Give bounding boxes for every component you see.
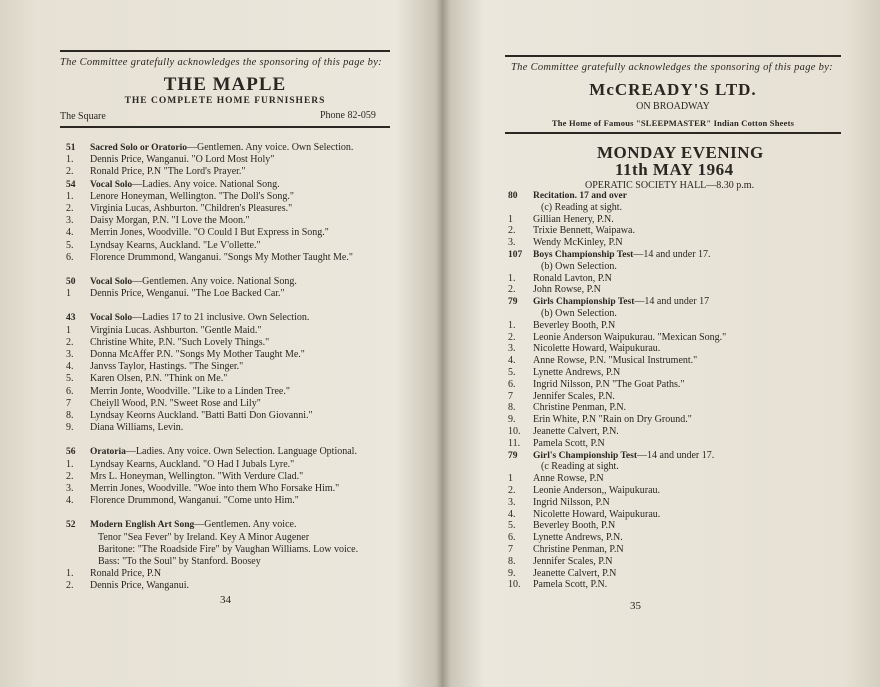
entry-text: Virginia Lucas, Ashburton. "Children's Pleasures."	[90, 203, 293, 214]
entry-text: Lynette Andrews, P.N.	[533, 532, 623, 544]
item-number: 3.	[66, 483, 74, 494]
item-number: 6.	[508, 378, 516, 390]
item-number: 9.	[508, 414, 516, 426]
class-title: Sacred Solo or Oratorio	[90, 143, 188, 153]
entry-text: Ronald Lavton, P.N	[533, 272, 612, 284]
item-text	[90, 276, 297, 288]
entry-text: Dennis Price, Wanganui. "O Lord Most Holy"	[90, 154, 275, 166]
item-text	[90, 166, 246, 178]
item-number: 8.	[66, 410, 74, 421]
entry-text: (b) Own Selection.	[541, 308, 617, 319]
entry-text: Trixie Bennett, Waipawa.	[533, 225, 635, 237]
entry-text: Beverley Booth, P.N	[533, 319, 616, 331]
entry-text: Jennifer Scales, P.N	[533, 555, 613, 567]
item-text	[533, 426, 619, 438]
item-number: 10.	[508, 426, 521, 437]
item-number: 2.	[66, 580, 74, 592]
entry-text: Lyndsay Kearns, Auckland. "O Had I Jubals Lyre."	[90, 458, 295, 470]
entry-text: Jennifer Scales, P.N.	[533, 390, 615, 402]
item-text	[533, 438, 605, 450]
item-text	[533, 532, 623, 544]
entry-text: Anne Rowse, P.N	[533, 473, 604, 485]
class-details: —14 and under 17.	[633, 249, 711, 260]
item-number: 3.	[508, 237, 516, 249]
item-text	[533, 320, 615, 332]
item-number: 50	[66, 277, 76, 287]
entry-text: John Rowse, P.N	[533, 284, 601, 296]
item-text	[90, 142, 353, 154]
item-number: 1	[66, 324, 71, 336]
entry-text: Ingrid Nilsson, P.N	[533, 496, 610, 508]
item-number: 1.	[66, 190, 74, 202]
item-text	[90, 154, 274, 166]
entry-text: Beverley Booth, P.N	[533, 520, 616, 532]
item-number: 1	[66, 288, 71, 300]
item-text	[98, 544, 358, 556]
class-title: Vocal Solo	[90, 277, 133, 287]
entry-text: Ingrid Nilsson, P.N "The Goat Paths."	[533, 378, 685, 390]
sponsor-address: The Square	[60, 111, 106, 122]
item-text	[90, 386, 290, 398]
entry-text: Erin White, P.N "Rain on Dry Ground."	[533, 414, 692, 426]
item-number: 3.	[508, 496, 516, 508]
entry-text: Florence Drummond, Wanganui. "Come unto Him."	[90, 495, 299, 507]
item-number: 8.	[508, 555, 516, 567]
item-text	[98, 532, 309, 544]
class-details: —Gentlemen. Any voice.	[194, 519, 297, 531]
entry-text: (c Reading at sight.	[541, 461, 619, 473]
entry-text: Ronald Price, P.N "The Lord's Prayer."	[90, 166, 246, 178]
item-number: 1.	[66, 154, 74, 166]
item-number: 2.	[508, 225, 516, 237]
page-number: 34	[220, 594, 231, 606]
venue: OPERATIC SOCIETY HALL—8.30 p.m.	[585, 180, 755, 191]
item-text	[90, 483, 339, 495]
item-number: 5.	[508, 520, 516, 532]
item-text	[541, 308, 617, 320]
entry-text: Dennis Price, Wanganui.	[90, 580, 189, 592]
item-text	[533, 568, 616, 580]
item-text	[533, 473, 604, 485]
item-number: 5.	[66, 239, 74, 251]
class-title: Girl's Championship Test	[533, 450, 638, 461]
class-details: —14 and under 17	[634, 296, 710, 308]
entry-text: Cheiyll Wood, P.N. "Sweet Rose and Lily"	[90, 397, 261, 409]
item-text	[90, 519, 296, 531]
item-text	[90, 288, 285, 300]
item-number: 6.	[508, 532, 516, 544]
item-text	[90, 215, 250, 227]
entry-text: Jeanette Calvert, P.N.	[533, 426, 619, 437]
item-number: 9.	[66, 422, 74, 434]
entry-text: Lyndsay Kearns, Auckland. "Le V'ollette."	[90, 239, 261, 251]
item-text	[90, 422, 183, 434]
sponsor-tagline: THE COMPLETE HOME FURNISHERS	[124, 96, 326, 106]
item-number: 1	[508, 473, 513, 485]
item-number: 1.	[508, 319, 516, 331]
item-text	[98, 556, 261, 568]
entry-text: Tenor "Sea Fever" by Ireland. Key A Minor Augener	[98, 531, 310, 543]
entry-text: Dennis Price, Wenganui. "The Loe Backed Car."	[90, 288, 285, 300]
entry-text: Nicolette Howard, Waipukurau.	[533, 508, 661, 520]
item-number: 1.	[508, 272, 516, 284]
item-number: 56	[66, 447, 76, 458]
item-text	[533, 296, 709, 308]
class-details: —Ladies 17 to 21 inclusive. Own Selection.	[132, 312, 310, 324]
item-number: 107	[508, 250, 523, 260]
sponsor-name: THE MAPLE	[163, 74, 287, 95]
class-details: —Gentlemen. Any voice. Own Selection.	[187, 142, 354, 153]
item-number: 2.	[508, 284, 516, 296]
item-text	[533, 509, 660, 521]
sponsor-location: ON BROADWAY	[636, 101, 710, 112]
bottom-rule	[60, 126, 390, 128]
item-number: 8.	[508, 402, 516, 414]
item-text	[533, 225, 635, 237]
item-number: 51	[66, 143, 76, 153]
class-title: Vocal Solo	[90, 179, 133, 190]
item-number: 79	[508, 450, 518, 461]
entry-text: Christine White, P.N. "Such Lovely Things."	[90, 336, 270, 348]
entry-text: Bass: "To the Soul" by Stanford. Boosey	[98, 556, 261, 567]
item-text	[533, 556, 612, 568]
item-text	[90, 191, 294, 203]
item-number: 2.	[508, 331, 516, 343]
entry-text: Leonie Anderson Waipukurau. "Mexican Song."	[533, 331, 727, 343]
sponsor-phone: Phone 82-059	[320, 110, 376, 121]
item-text	[90, 398, 261, 410]
entry-text: Ronald Price, P.N	[90, 568, 162, 580]
item-text	[90, 179, 280, 191]
entry-text: Wendy McKinley, P.N	[533, 237, 623, 249]
entry-text: (b) Own Selection.	[541, 260, 617, 272]
item-text	[533, 379, 685, 391]
entry-text: Pamela Scott, P.N.	[533, 579, 608, 591]
item-number: 80	[508, 191, 518, 201]
item-number: 1.	[66, 458, 74, 470]
item-number: 3.	[66, 215, 74, 227]
top-rule	[60, 50, 390, 52]
item-text	[90, 410, 313, 422]
item-number: 79	[508, 297, 518, 308]
item-number: 4.	[66, 361, 74, 373]
entry-text: Mrs L. Honeyman, Wellington. "With Verdure Clad."	[90, 470, 304, 482]
class-title: Boys Championship Test	[533, 250, 634, 260]
entry-text: Anne Rowse, P.N. "Musical Instrument."	[533, 355, 698, 367]
item-text	[533, 355, 697, 367]
entry-text: Leonie Anderson,, Waipukurau.	[533, 485, 661, 496]
item-number: 4.	[66, 495, 74, 507]
item-number: 4.	[508, 355, 516, 367]
item-text	[541, 461, 619, 473]
sponsor-name: McCREADY'S LTD.	[589, 80, 757, 99]
entry-text: Gillian Henery, P.N.	[533, 213, 614, 225]
entry-text: Lynette Andrews, P.N	[533, 367, 621, 378]
item-text	[90, 227, 329, 239]
class-title: Recitation. 17 and over	[533, 191, 627, 201]
item-number: 5.	[508, 367, 516, 378]
item-number: 3.	[66, 349, 74, 360]
entry-text: Virginia Lucas. Ashburton. "Gentle Maid."	[90, 324, 262, 336]
item-text	[533, 273, 612, 285]
entry-text: Lenore Honeyman, Wellington. "The Doll's Song."	[90, 190, 294, 202]
item-number: 2.	[66, 203, 74, 214]
item-text	[533, 450, 714, 462]
sponsor-tagline: The Home of Famous "SLEEPMASTER" Indian Cotton Sheets	[551, 118, 795, 128]
entry-text: Merrin Jones, Woodville. "O Could I But Express in Song."	[90, 227, 329, 239]
item-text	[541, 202, 622, 214]
item-text	[90, 459, 294, 471]
entry-text: Christine Penman, P.N.	[533, 402, 627, 414]
item-number: 5.	[66, 373, 74, 385]
item-text	[533, 414, 692, 426]
item-text	[533, 579, 607, 591]
entry-text: Merrin Jonte, Woodville. "Like to a Linden Tree."	[90, 385, 290, 397]
item-text	[541, 261, 617, 273]
class-title: Vocal Solo	[90, 313, 133, 324]
entry-text: (c) Reading at sight.	[541, 201, 623, 213]
class-title: Girls Championship Test	[533, 297, 635, 308]
item-number: 6.	[66, 385, 74, 397]
entry-text: Florence Drummond, Wanganui. "Songs My Mother Taught Me."	[90, 251, 353, 263]
item-number: 2.	[66, 166, 74, 178]
item-text	[533, 190, 627, 202]
item-text	[533, 367, 620, 379]
item-text	[533, 544, 624, 556]
item-text	[90, 240, 261, 252]
item-number: 2.	[508, 485, 516, 496]
entry-text: Nicolette Howard, Waipukurau.	[533, 343, 661, 355]
item-text	[533, 485, 660, 497]
item-number: 7	[508, 544, 513, 555]
item-text	[90, 252, 353, 264]
item-number: 10.	[508, 579, 521, 591]
item-number: 3.	[508, 343, 516, 355]
entry-text: Pamela Scott, P.N	[533, 437, 605, 449]
evening-date: 11th MAY 1964	[615, 160, 734, 179]
item-text	[90, 471, 303, 483]
item-text	[533, 237, 623, 249]
item-text	[90, 312, 309, 324]
entry-text: Diana Williams, Levin.	[90, 422, 184, 434]
item-text	[533, 497, 610, 509]
entry-text: Christine Penman, P.N	[533, 544, 624, 555]
item-number: 4.	[508, 508, 516, 520]
acknowledgement: The Committee gratefully acknowledges the sponsoring of this page by:	[60, 57, 382, 68]
entry-text: Karen Olsen, P.N. "Think on Me."	[90, 373, 228, 385]
item-text	[533, 402, 626, 414]
class-details: —Gentlemen. Any voice. National Song.	[132, 276, 297, 287]
item-text	[533, 343, 660, 355]
evening-title: MONDAY EVENING	[597, 143, 764, 162]
entry-text: Merrin Jones, Woodville. "Woe into them Who Forsake Him."	[90, 483, 340, 494]
entry-text: Daisy Morgan, P.N. "I Love the Moon."	[90, 215, 250, 227]
item-text	[533, 284, 601, 296]
right-page	[445, 0, 880, 687]
entry-text: Janvss Taylor, Hastings. "The Singer."	[90, 361, 244, 373]
item-text	[533, 214, 614, 226]
item-text	[533, 520, 615, 532]
item-text	[533, 391, 615, 403]
bottom-rule	[505, 132, 841, 134]
item-number: 2.	[66, 336, 74, 348]
item-number: 52	[66, 520, 76, 531]
entry-text: Donna McAffer P.N. "Songs My Mother Taught Me."	[90, 349, 305, 360]
entry-text: Jeanette Calvert, P.N	[533, 567, 617, 579]
item-text	[90, 373, 227, 385]
item-number: 9.	[508, 567, 516, 579]
item-text	[90, 325, 262, 337]
class-title: Oratoria	[90, 447, 126, 458]
item-number: 1.	[66, 568, 74, 580]
item-number: 11.	[508, 437, 521, 449]
item-text	[90, 349, 305, 361]
item-text	[90, 361, 243, 373]
item-number: 6.	[66, 251, 74, 263]
item-text	[90, 495, 299, 507]
item-number: 7	[508, 390, 513, 402]
item-number: 1	[508, 213, 513, 225]
item-number: 54	[66, 179, 76, 190]
item-text	[90, 580, 189, 592]
class-title: Modern English Art Song	[90, 520, 195, 531]
entry-text: Lyndsay Keorns Auckland. "Batti Batti Don Giovanni."	[90, 410, 313, 421]
item-text	[90, 203, 292, 215]
item-number: 2.	[66, 470, 74, 482]
class-details: —Ladies. Any voice. Own Selection. Language Optional.	[125, 446, 357, 458]
class-details: —14 and under 17.	[637, 449, 715, 461]
page-number: 35	[630, 600, 641, 612]
item-text	[90, 568, 161, 580]
top-rule	[505, 55, 841, 57]
entry-text: Baritone: "The Roadside Fire" by Vaughan Williams. Low voice.	[98, 543, 359, 555]
item-number: 43	[66, 313, 76, 324]
item-text	[90, 446, 357, 458]
item-number: 4.	[66, 227, 74, 239]
item-text	[533, 249, 711, 261]
acknowledgement: The Committee gratefully acknowledges the sponsoring of this page by:	[511, 62, 833, 73]
class-details: —Ladies. Any voice. National Song.	[132, 178, 280, 190]
item-text	[533, 332, 726, 344]
item-text	[90, 337, 269, 349]
item-number: 7	[66, 397, 71, 409]
